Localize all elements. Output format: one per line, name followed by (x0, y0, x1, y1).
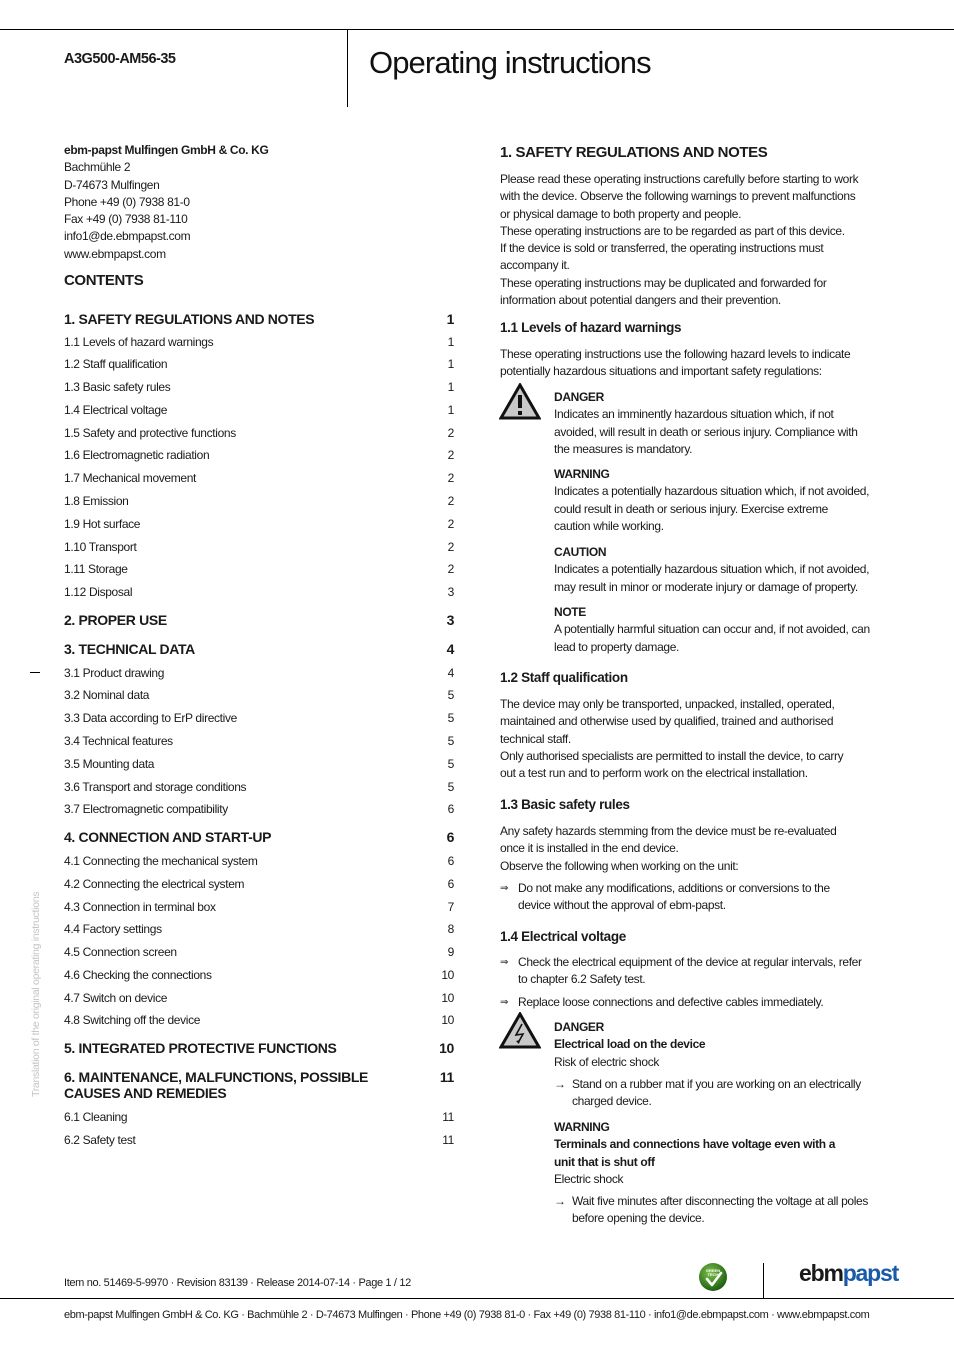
toc-entry[interactable]: 6.2 Safety test 11 (64, 1133, 454, 1147)
section-1-4-heading: 1.4 Electrical voltage (500, 929, 626, 944)
toc-entry[interactable]: 1.12 Disposal 3 (64, 585, 454, 599)
toc-entry[interactable]: 3.1 Product drawing 4 (64, 666, 454, 680)
section-1-2-heading: 1.2 Staff qualification (500, 670, 628, 685)
company-phone: Phone +49 (0) 7938 81-0 (64, 194, 190, 209)
bullet-item: ⇒ Do not make any modifications, additions or conversions to the device without the approval of ebm-papst. (500, 880, 895, 915)
section-1-1-intro: These operating instructions use the following hazard levels to indicate potentially hazardous situations and important safety regulations: (500, 347, 851, 379)
section-1-3-body: Any safety hazards stemming from the device must be re-evaluated once it is installed in the end device. Observe the following when working on the unit: (500, 824, 837, 873)
toc-entry[interactable]: 1. SAFETY REGULATIONS AND NOTES 1 (64, 311, 454, 327)
toc-entry[interactable]: 5. INTEGRATED PROTECTIVE FUNCTIONS 10 (64, 1040, 454, 1056)
right-arrow-icon: → (554, 1077, 566, 1091)
section-1-heading: 1. SAFETY REGULATIONS AND NOTES (500, 144, 768, 161)
section-1-3-heading: 1.3 Basic safety rules (500, 797, 630, 812)
toc-entry[interactable]: 3.3 Data according to ErP directive 5 (64, 711, 454, 725)
svg-text:GREEN: GREEN (705, 1268, 721, 1273)
toc-entry[interactable]: 1.8 Emission 2 (64, 494, 454, 508)
toc-entry[interactable]: 1.10 Transport 2 (64, 540, 454, 554)
toc-entry[interactable]: 4.6 Checking the connections 10 (64, 968, 454, 982)
hazard-level-warning: WARNING Indicates a potentially hazardous situation which, if not avoided, could result in death or serious injury. Exercise extreme caution while working. (554, 467, 870, 533)
section-1-2-body: The device may only be transported, unpacked, installed, operated, maintained and otherwise used by qualified, trained and authorised technical staff. Only authorised specialists are permitted to install the device, to carry out a test run and to perform work on the electrical installation. (500, 697, 844, 781)
company-street: Bachmühle 2 (64, 160, 131, 175)
company-address (64, 142, 268, 263)
header-rule (0, 29, 954, 30)
model-number: A3G500-AM56-35 (64, 51, 176, 67)
electrical-danger-box: DANGER Electrical load on the device Risk of electric shock (554, 1020, 706, 1069)
bullet-item: ⇒ Replace loose connections and defective cables immediately. (500, 994, 895, 1011)
toc-entry[interactable]: 4.3 Connection in terminal box 7 (64, 900, 454, 914)
action-item: → Stand on a rubber mat if you are working on an electrically charged device. (554, 1076, 899, 1111)
warning-triangle-icon (499, 383, 541, 420)
toc-entry[interactable]: 3.4 Technical features 5 (64, 734, 454, 748)
double-arrow-bullet-icon: ⇒ (500, 957, 509, 968)
toc-entry[interactable]: 1.1 Levels of hazard warnings 1 (64, 335, 454, 349)
ebmpapst-logo: ebmpapst (799, 1260, 899, 1286)
toc-entry[interactable]: 3. TECHNICAL DATA 4 (64, 641, 454, 657)
toc-entry[interactable]: 1.3 Basic safety rules 1 (64, 380, 454, 394)
double-arrow-bullet-icon: ⇒ (500, 997, 509, 1008)
bullet-item: ⇒ Check the electrical equipment of the device at regular intervals, refer to chapter 6.2 Safety test. (500, 954, 895, 989)
greentech-badge-icon (698, 1262, 728, 1292)
contents-heading: CONTENTS (64, 272, 144, 289)
company-fax: Fax +49 (0) 7938 81-110 (64, 212, 188, 227)
company-website[interactable]: www.ebmpapst.com (64, 246, 166, 261)
hazard-level-danger: DANGER Indicates an imminently hazardous situation which, if not avoided, will result in death or serious injury. Compliance with the measures is mandatory. (554, 390, 858, 456)
hazard-level-caution: CAUTION Indicates a potentially hazardous situation which, if not avoided, may result in minor or moderate injury or damage of property. (554, 545, 870, 594)
section-1-1-heading: 1.1 Levels of hazard warnings (500, 320, 682, 335)
fold-mark (30, 672, 40, 673)
toc-entry[interactable]: 2. PROPER USE 3 (64, 612, 454, 628)
toc-entry[interactable]: 1.5 Safety and protective functions 2 (64, 426, 454, 440)
right-arrow-icon: → (554, 1194, 566, 1208)
footer-divider (763, 1263, 764, 1299)
company-city: D-74673 Mulfingen (64, 177, 160, 192)
toc-entry[interactable]: 4.4 Factory settings 8 (64, 922, 454, 936)
electrical-warning-box: WARNING Terminals and connections have voltage even with a unit that is shut off Electric shock (554, 1120, 836, 1186)
toc-entry[interactable]: 1.9 Hot surface 2 (64, 517, 454, 531)
company-name: ebm-papst Mulfingen GmbH & Co. KG (64, 143, 269, 157)
toc-entry[interactable]: 6. MAINTENANCE, MALFUNCTIONS, POSSIBLE CAUSES AND REMEDIES 11 (64, 1069, 454, 1101)
svg-text:TECH: TECH (707, 1272, 719, 1277)
action-item: → Wait five minutes after disconnecting the voltage at all poles before opening the device. (554, 1193, 899, 1228)
company-email[interactable]: info1@de.ebmpapst.com (64, 229, 191, 244)
toc-entry[interactable]: 6.1 Cleaning 11 (64, 1110, 454, 1124)
footer-rule (0, 1298, 954, 1299)
electric-hazard-icon (499, 1012, 541, 1049)
toc-entry[interactable]: 4. CONNECTION AND START-UP 6 (64, 829, 454, 845)
page-title: Operating instructions (369, 45, 651, 80)
translation-note: Translation of the original operating instructions (30, 891, 42, 1097)
toc-entry[interactable]: 1.2 Staff qualification 1 (64, 357, 454, 371)
toc-entry[interactable]: 3.5 Mounting data 5 (64, 757, 454, 771)
toc-entry[interactable]: 1.4 Electrical voltage 1 (64, 403, 454, 417)
toc-entry[interactable]: 3.2 Nominal data 5 (64, 688, 454, 702)
footer-address: ebm-papst Mulfingen GmbH & Co. KG · Bachmühle 2 · D-74673 Mulfingen · Phone +49 (0) 7938 81-0 · Fax +49 (0) 7938 81-110 · info1@de.ebmpapst.com · www.ebmpapst.com (64, 1309, 870, 1321)
section-1-intro: Please read these operating instructions carefully before starting to work with the device. Observe the following warnings to prevent malfunctions or physical damage to both property and people. These operating instructions are to be regarded as part of this device. If the device is sold or transferred, the operating instructions must accompany it. These operating instructions may be duplicated and forwarded for information about potential dangers and their prevention. (500, 172, 859, 308)
header-divider (347, 29, 348, 107)
document-info: Item no. 51469-5-9970 · Revision 83139 · Release 2014-07-14 · Page 1 / 12 (64, 1277, 411, 1289)
toc-entry[interactable]: 3.7 Electromagnetic compatibility 6 (64, 802, 454, 816)
toc-entry[interactable]: 4.1 Connecting the mechanical system 6 (64, 854, 454, 868)
toc-entry[interactable]: 4.5 Connection screen 9 (64, 945, 454, 959)
hazard-level-note: NOTE A potentially harmful situation can occur and, if not avoided, can lead to property damage. (554, 605, 870, 654)
toc-entry[interactable]: 1.7 Mechanical movement 2 (64, 471, 454, 485)
toc-entry[interactable]: 1.6 Electromagnetic radiation 2 (64, 448, 454, 462)
toc-entry[interactable]: 4.8 Switching off the device 10 (64, 1013, 454, 1027)
double-arrow-bullet-icon: ⇒ (500, 883, 509, 894)
toc-entry[interactable]: 3.6 Transport and storage conditions 5 (64, 780, 454, 794)
toc-entry[interactable]: 4.7 Switch on device 10 (64, 991, 454, 1005)
toc-entry[interactable]: 1.11 Storage 2 (64, 562, 454, 576)
toc-entry[interactable]: 4.2 Connecting the electrical system 6 (64, 877, 454, 891)
